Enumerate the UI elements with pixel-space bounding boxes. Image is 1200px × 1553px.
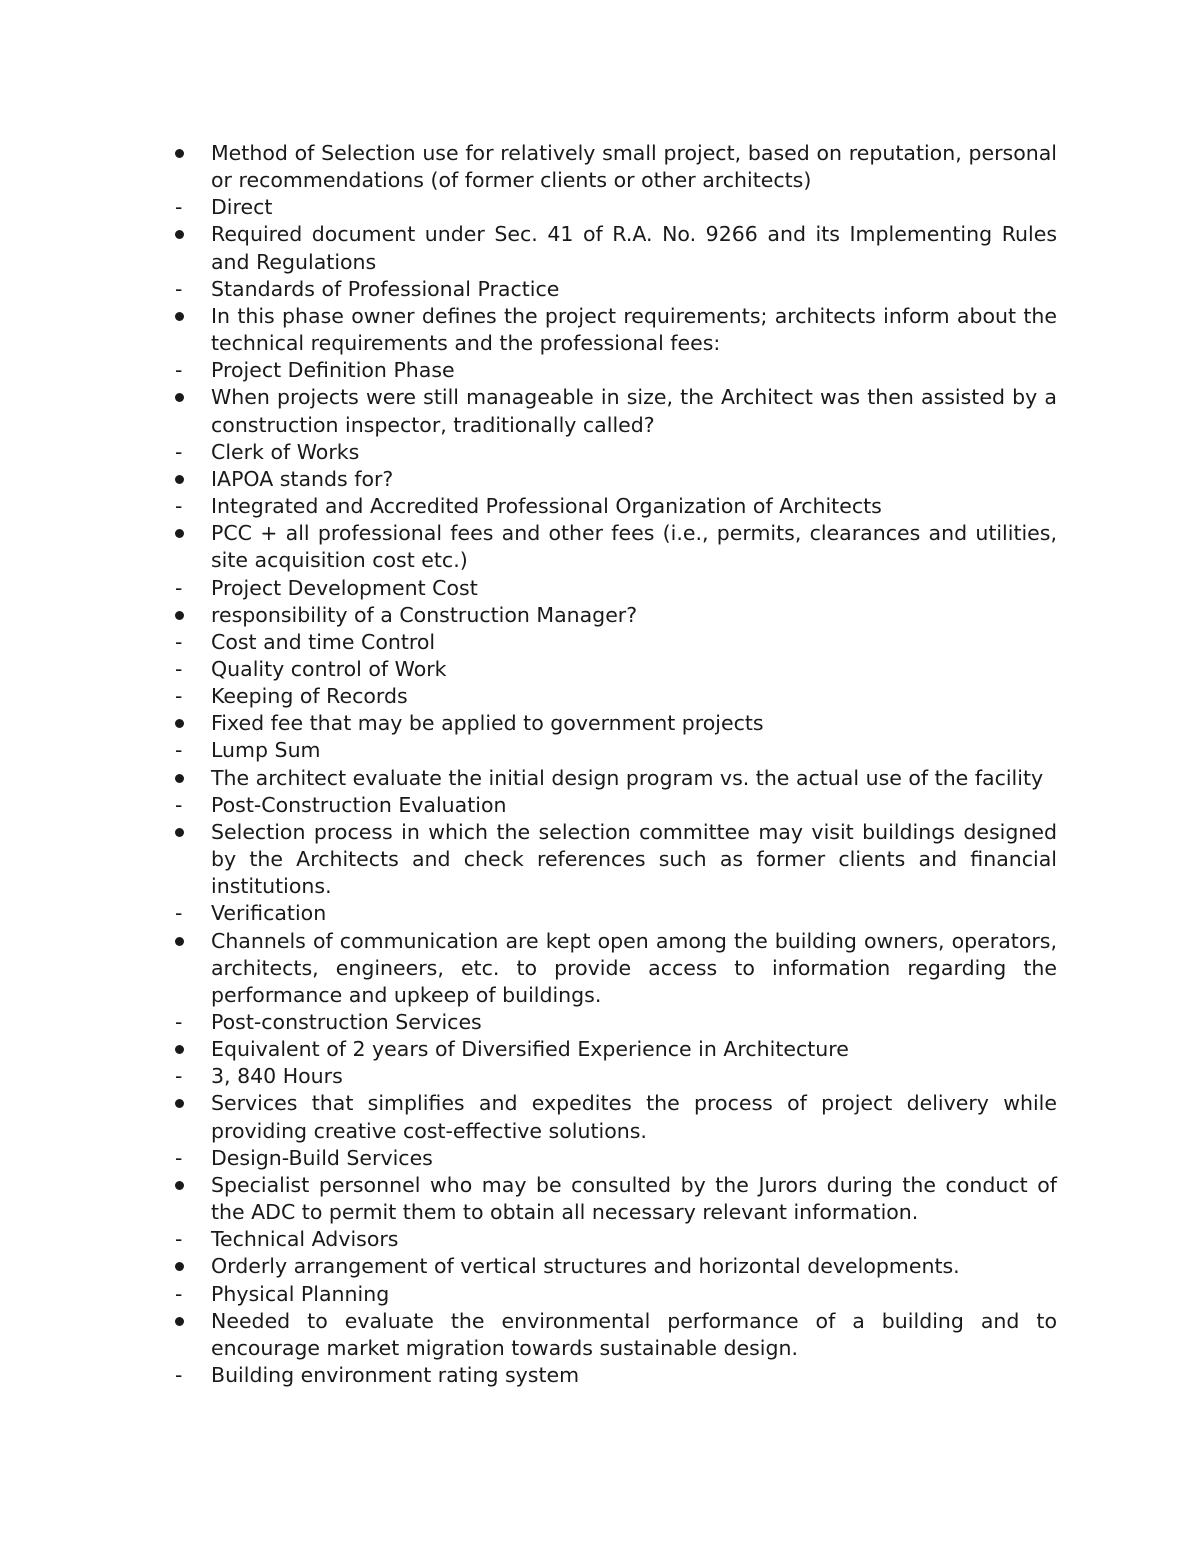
answer-text: Clerk of Works bbox=[211, 439, 360, 464]
question-item bbox=[172, 303, 1057, 357]
question-item bbox=[172, 765, 1057, 792]
question-text: In this phase owner defines the project requirements; architects inform about the technical requirements and the professional fees: bbox=[211, 303, 1057, 356]
question-text: IAPOA stands for? bbox=[211, 466, 394, 491]
question-text: The architect evaluate the initial design program vs. the actual use of the facility bbox=[211, 765, 1044, 790]
question-item bbox=[172, 1308, 1057, 1362]
answer-item bbox=[172, 737, 1057, 764]
question-text: Selection process in which the selection committee may visit buildings designed by the Architects and check references such as former clients and financial institutions. bbox=[211, 819, 1057, 899]
answer-text: Post-Construction Evaluation bbox=[211, 792, 507, 817]
answer-item bbox=[172, 439, 1057, 466]
answer-text: Physical Planning bbox=[211, 1281, 390, 1306]
question-text: Method of Selection use for relatively small project, based on reputation, personal or recommendations (of former clients or other architects) bbox=[211, 141, 1057, 193]
question-text: Services that simplifies and expedites the process of project delivery while providing creative cost-effective solutions. bbox=[211, 1091, 1057, 1143]
answer-item bbox=[172, 1145, 1057, 1172]
question-text: Needed to evaluate the environmental performance of a building and to encourage market migration towards sustainable design. bbox=[211, 1308, 1057, 1360]
answer-item bbox=[172, 357, 1057, 384]
question-text: Required document under Sec. 41 of R.A. No. 9266 and its Implementing Rules and Regulations bbox=[211, 222, 1057, 274]
answer-item bbox=[172, 656, 1057, 683]
question-item bbox=[172, 221, 1057, 275]
answer-item bbox=[172, 629, 1057, 656]
question-text: responsibility of a Construction Manager? bbox=[211, 602, 638, 627]
answer-text: Project Development Cost bbox=[211, 575, 478, 600]
question-item bbox=[172, 602, 1057, 629]
answer-item bbox=[172, 194, 1057, 221]
question-item bbox=[172, 928, 1057, 1009]
answer-item bbox=[172, 276, 1057, 303]
answer-text: Quality control of Work bbox=[211, 656, 447, 681]
question-item bbox=[172, 384, 1057, 438]
question-text: PCC + all professional fees and other fees (i.e., permits, clearances and utilities, site acquisition cost etc.) bbox=[211, 521, 1057, 573]
answer-item bbox=[172, 900, 1057, 927]
answer-text: Verification bbox=[211, 901, 327, 926]
question-text: Orderly arrangement of vertical structures and horizontal developments. bbox=[211, 1254, 960, 1279]
answer-item bbox=[172, 575, 1057, 602]
question-text: When projects were still manageable in size, the Architect was then assisted by a construction inspector, traditionally called? bbox=[211, 385, 1057, 437]
question-item bbox=[172, 1253, 1057, 1280]
question-item bbox=[172, 1090, 1057, 1144]
answer-text: Design-Build Services bbox=[211, 1145, 433, 1170]
question-text: Fixed fee that may be applied to government projects bbox=[211, 711, 764, 736]
answer-text: Building environment rating system bbox=[211, 1363, 580, 1388]
question-text: Specialist personnel who may be consulted by the Jurors during the conduct of the ADC to permit them to obtain all necessary relevant information. bbox=[211, 1172, 1057, 1225]
question-item bbox=[172, 1172, 1057, 1226]
answer-item bbox=[172, 493, 1057, 520]
answer-text: Cost and time Control bbox=[211, 629, 436, 654]
answer-item bbox=[172, 1009, 1057, 1036]
question-text: Channels of communication are kept open among the building owners, operators, architects, engineers, etc. to provide access to information regarding the performance and upkeep of buildings. bbox=[211, 928, 1057, 1007]
question-item bbox=[172, 140, 1057, 194]
answer-text: Integrated and Accredited Professional Organization of Architects bbox=[211, 494, 882, 519]
answer-item bbox=[172, 1063, 1057, 1090]
question-item bbox=[172, 819, 1057, 900]
answer-item bbox=[172, 1281, 1057, 1308]
answer-text: Direct bbox=[211, 195, 273, 220]
answer-text: Standards of Professional Practice bbox=[211, 276, 560, 301]
answer-item bbox=[172, 1226, 1057, 1253]
answer-item bbox=[172, 1362, 1057, 1389]
answer-text: Post-construction Services bbox=[211, 1010, 482, 1034]
answer-item bbox=[172, 683, 1057, 710]
question-item bbox=[172, 710, 1057, 737]
answer-item bbox=[172, 792, 1057, 819]
question-item bbox=[172, 520, 1057, 574]
question-item bbox=[172, 1036, 1057, 1063]
answer-text: Keeping of Records bbox=[211, 684, 408, 709]
answer-text: Technical Advisors bbox=[211, 1227, 399, 1252]
qa-list bbox=[172, 140, 1057, 1389]
answer-text: Project Definition Phase bbox=[211, 358, 455, 383]
answer-text: 3, 840 Hours bbox=[211, 1064, 343, 1089]
question-text: Equivalent of 2 years of Diversified Experience in Architecture bbox=[211, 1037, 849, 1062]
question-item bbox=[172, 466, 1057, 493]
answer-text: Lump Sum bbox=[211, 738, 321, 763]
